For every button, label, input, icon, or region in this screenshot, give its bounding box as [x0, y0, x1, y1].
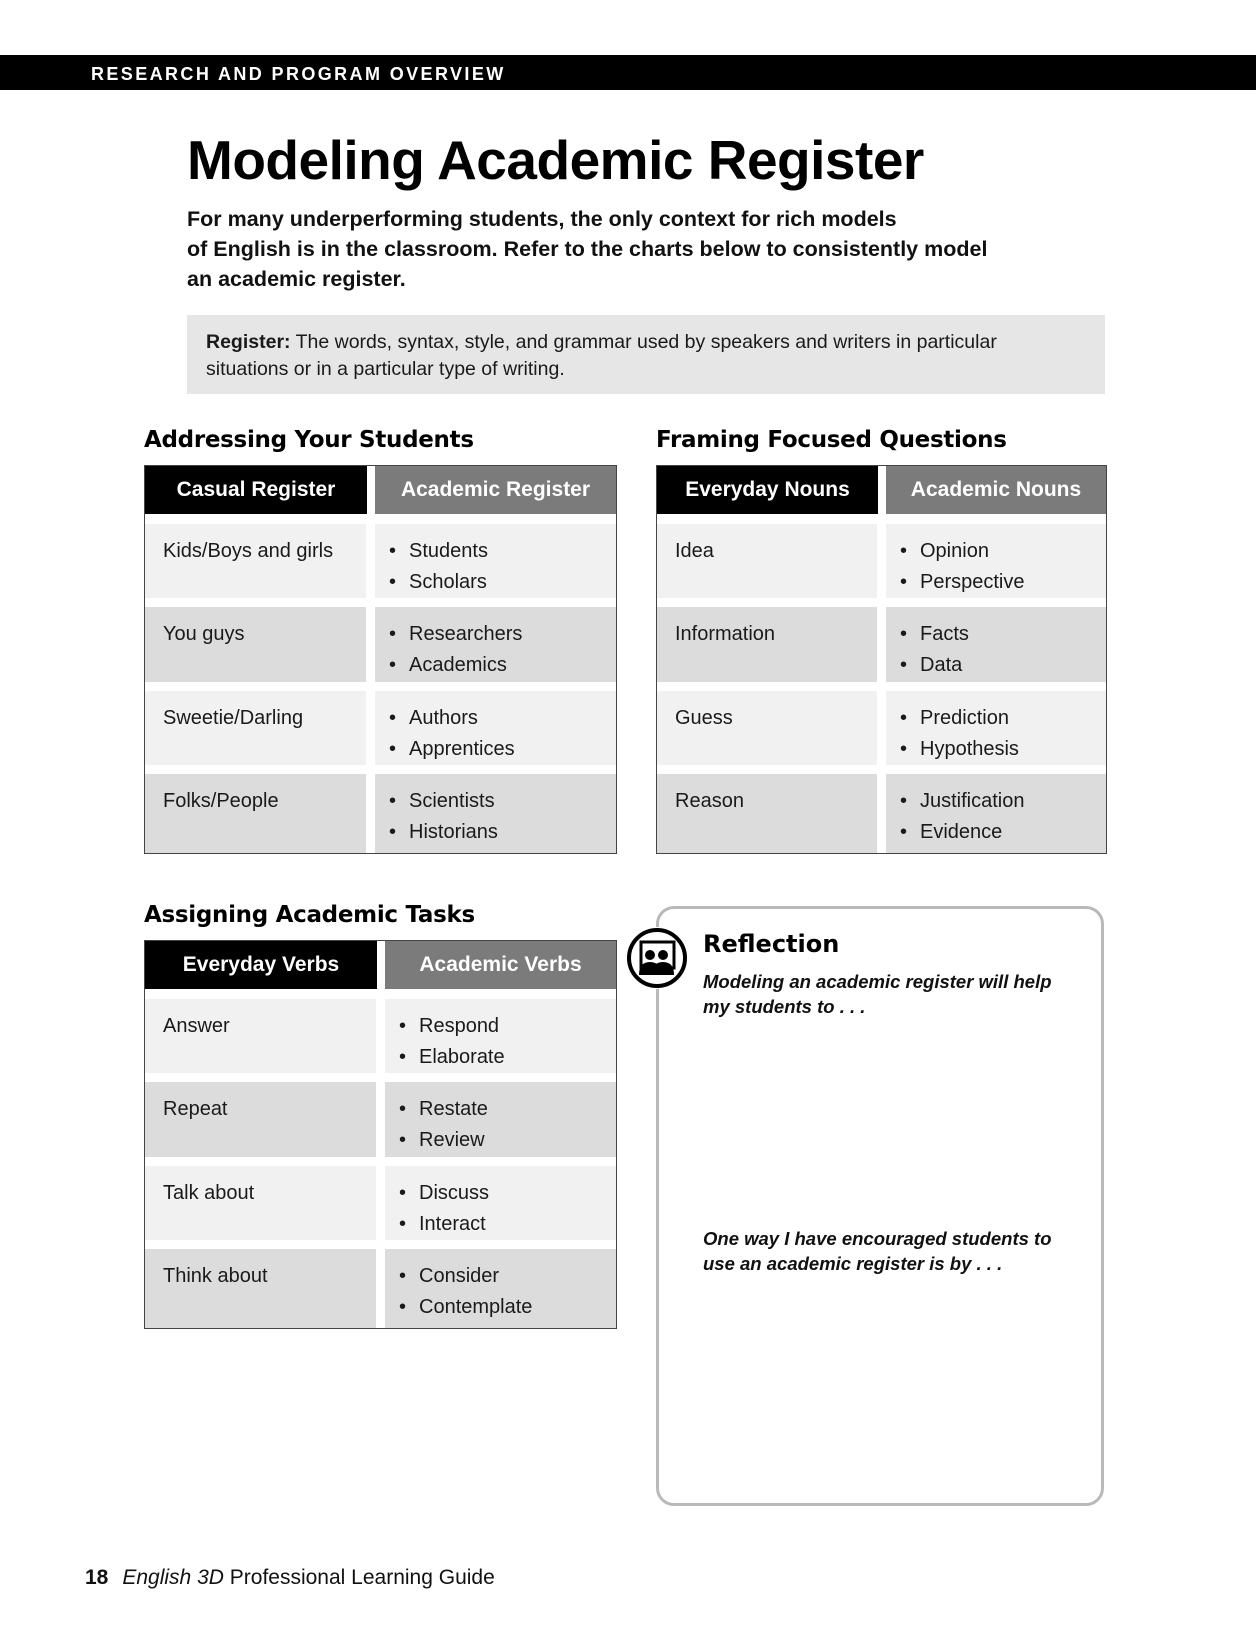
table-cell-list [886, 691, 1106, 765]
intro-paragraph [187, 204, 1087, 294]
table-cell-list [886, 607, 1106, 682]
section-label: RESEARCH AND PROGRAM OVERVIEW [91, 64, 506, 84]
list-item: • Data [900, 650, 1106, 681]
definition-term: Register: [206, 331, 291, 353]
table-cell-list [375, 774, 616, 853]
list-item: • Justification [900, 786, 1106, 817]
list-item: • Restate [399, 1094, 616, 1125]
definition-line [206, 329, 1085, 356]
table-cell: You guys [145, 607, 366, 682]
addressing-table [144, 465, 617, 854]
definition-text: The words, syntax, style, and grammar used by speakers and writers in particular [295, 331, 997, 353]
list-item: • Researchers [389, 619, 616, 650]
list-item: • Prediction [900, 703, 1106, 734]
guide-title: Professional Learning Guide [229, 1566, 495, 1589]
column-header-label: Everyday Verbs [182, 953, 340, 976]
list-item: • Authors [389, 703, 616, 734]
list-item: • Discuss [399, 1178, 616, 1209]
page-number: 18 [85, 1566, 109, 1589]
table-cell: Folks/People [145, 774, 366, 853]
intro-line: of English is in the classroom. Refer to the charts below to consistently model [187, 237, 988, 261]
list-item: • Evidence [900, 817, 1106, 848]
reflection-prompt-1 [703, 969, 1083, 1019]
table-cell: Kids/Boys and girls [145, 524, 366, 598]
list-item: • Respond [399, 1011, 616, 1042]
intro-line: an academic register. [187, 267, 406, 291]
list-item: • Hypothesis [900, 734, 1106, 765]
table-cell: Answer [145, 999, 376, 1073]
list-item: • Academics [389, 650, 616, 681]
table-cell: Repeat [145, 1082, 376, 1157]
column-header [145, 941, 377, 989]
table-cell: Reason [657, 774, 877, 853]
reflection-prompt-2 [703, 1226, 1083, 1276]
table-cell: Think about [145, 1249, 376, 1328]
table-cell: Guess [657, 691, 877, 765]
assigning-heading: Assigning Academic Tasks [144, 902, 475, 928]
page-footer [85, 1566, 495, 1590]
framing-heading: Framing Focused Questions [656, 427, 1007, 453]
list-item: • Scientists [389, 786, 616, 817]
framing-table [656, 465, 1107, 854]
prompt-line: my students to . . . [703, 996, 866, 1017]
table-cell-list [385, 1082, 616, 1157]
list-item: • Review [399, 1125, 616, 1156]
table-cell-list [385, 1249, 616, 1328]
series-title: English 3D [122, 1566, 224, 1589]
table-cell-list [886, 774, 1106, 853]
list-item: • Interact [399, 1209, 616, 1240]
section-banner [0, 55, 1256, 90]
list-item: • Historians [389, 817, 616, 848]
table-cell-list [385, 999, 616, 1073]
table-cell-list [886, 524, 1106, 598]
list-item: • Perspective [900, 567, 1106, 598]
list-item: • Facts [900, 619, 1106, 650]
column-header [886, 466, 1106, 514]
column-header-label: Casual Register [176, 478, 336, 501]
list-item: • Consider [399, 1261, 616, 1292]
table-cell-list [385, 1166, 616, 1240]
table-cell-list [375, 691, 616, 765]
table-cell: Talk about [145, 1166, 376, 1240]
list-item: • Students [389, 536, 616, 567]
table-cell: Information [657, 607, 877, 682]
intro-line: For many underperforming students, the only context for rich models [187, 207, 897, 231]
column-header-label: Academic Register [400, 478, 591, 501]
column-header [657, 466, 878, 514]
page-title: Modeling Academic Register [187, 129, 924, 191]
list-item: • Apprentices [389, 734, 616, 765]
column-header [375, 466, 616, 514]
prompt-line: Modeling an academic register will help [703, 971, 1052, 992]
list-item: • Opinion [900, 536, 1106, 567]
column-header-label: Academic Nouns [910, 478, 1082, 501]
prompt-line: One way I have encouraged students to [703, 1228, 1052, 1249]
column-header-label: Everyday Nouns [685, 478, 850, 501]
reflection-title: Reflection [703, 930, 840, 958]
column-header [385, 941, 616, 989]
definition-line: situations or in a particular type of writing. [206, 358, 565, 380]
table-cell-list [375, 607, 616, 682]
register-definition [187, 315, 1105, 394]
column-header [145, 466, 367, 514]
table-cell: Idea [657, 524, 877, 598]
addressing-heading: Addressing Your Students [144, 427, 474, 453]
table-cell-list [375, 524, 616, 598]
list-item: • Scholars [389, 567, 616, 598]
prompt-line: use an academic register is by . . . [703, 1253, 1003, 1274]
list-item: • Contemplate [399, 1292, 616, 1323]
table-cell: Sweetie/Darling [145, 691, 366, 765]
list-item: • Elaborate [399, 1042, 616, 1073]
column-header-label: Academic Verbs [419, 953, 582, 976]
teacher-presenting-icon [626, 927, 688, 989]
assigning-table [144, 940, 617, 1329]
